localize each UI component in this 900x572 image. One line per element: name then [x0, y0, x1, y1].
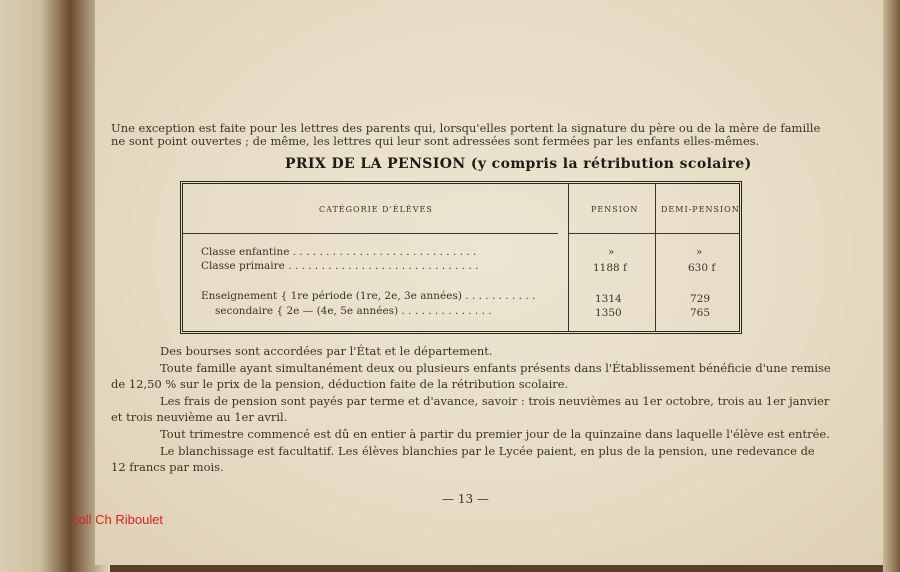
row-label: Classe enfantine . . . . . . . . . . . . . . . . . . . . . . . . . . . . [201, 246, 477, 258]
row-pension: 1188 f [593, 262, 627, 274]
row-label: Enseignement { 1re période (1re, 2e, 3e années) . . . . . . . . . . . [201, 290, 536, 302]
row-demi: » [696, 246, 703, 258]
row-label: Classe primaire . . . . . . . . . . . . . . . . . . . . . . . . . . . . . [201, 260, 479, 272]
page-number: — 13 — [442, 492, 489, 506]
header-pension: PENSION [591, 205, 639, 214]
intro-line-2: ne sont point ouvertes ; de même, les lettres qui leur sont adressées sont fermées par les enfants elles-mêmes. [111, 134, 760, 148]
pension-heading: PRIX DE LA PENSION (y compris la rétribution scolaire) [285, 156, 752, 172]
paragraph-line: et trois neuvième au 1er avril. [111, 410, 288, 424]
paragraph-line: 12 francs par mois. [111, 460, 224, 474]
row-pension: 1314 [595, 293, 622, 305]
row-demi: 729 [690, 293, 711, 305]
header-category: CATÉGORIE D'ÉLÈVES [319, 205, 433, 214]
pension-table [180, 181, 742, 334]
paragraph-line: de 12,50 % sur le prix de la pension, déduction faite de la rétribution scolaire. [111, 377, 569, 391]
page-edge [883, 0, 900, 572]
paragraph-line: Tout trimestre commencé est dû en entier à partir du premier jour de la quinzaine dans laquelle l'élève est entrée. [160, 427, 830, 441]
header-rule [568, 233, 739, 234]
header-demi-pension: DEMI-PENSION [661, 205, 740, 214]
binding-shadow [0, 0, 110, 572]
column-divider [568, 184, 569, 331]
header-rule [183, 233, 558, 234]
row-pension: » [608, 246, 615, 258]
paragraph-line: Les frais de pension sont payés par terme et d'avance, savoir : trois neuvièmes au 1er octobre, trois au 1er janvier [160, 394, 830, 408]
row-label: secondaire { 2e — (4e, 5e années) . . . . . . . . . . . . . . [215, 305, 492, 317]
column-divider [655, 184, 656, 331]
row-demi: 630 f [688, 262, 716, 274]
row-demi: 765 [690, 307, 711, 319]
collection-credit: coll Ch Riboulet [72, 512, 164, 527]
paragraph-line: Le blanchissage est facultatif. Les élèves blanchies par le Lycée paient, en plus de la pension, une redevance de [160, 444, 815, 458]
intro-line-1: Une exception est faite pour les lettres des parents qui, lorsqu'elles portent la signature du père ou de la mère de famille [111, 121, 821, 135]
row-pension: 1350 [595, 307, 622, 319]
paragraph-line: Toute famille ayant simultanément deux ou plusieurs enfants présents dans l'Établissement bénéficie d'une remise [160, 361, 831, 375]
paragraph-line: Des bourses sont accordées par l'État et le département. [160, 344, 493, 358]
